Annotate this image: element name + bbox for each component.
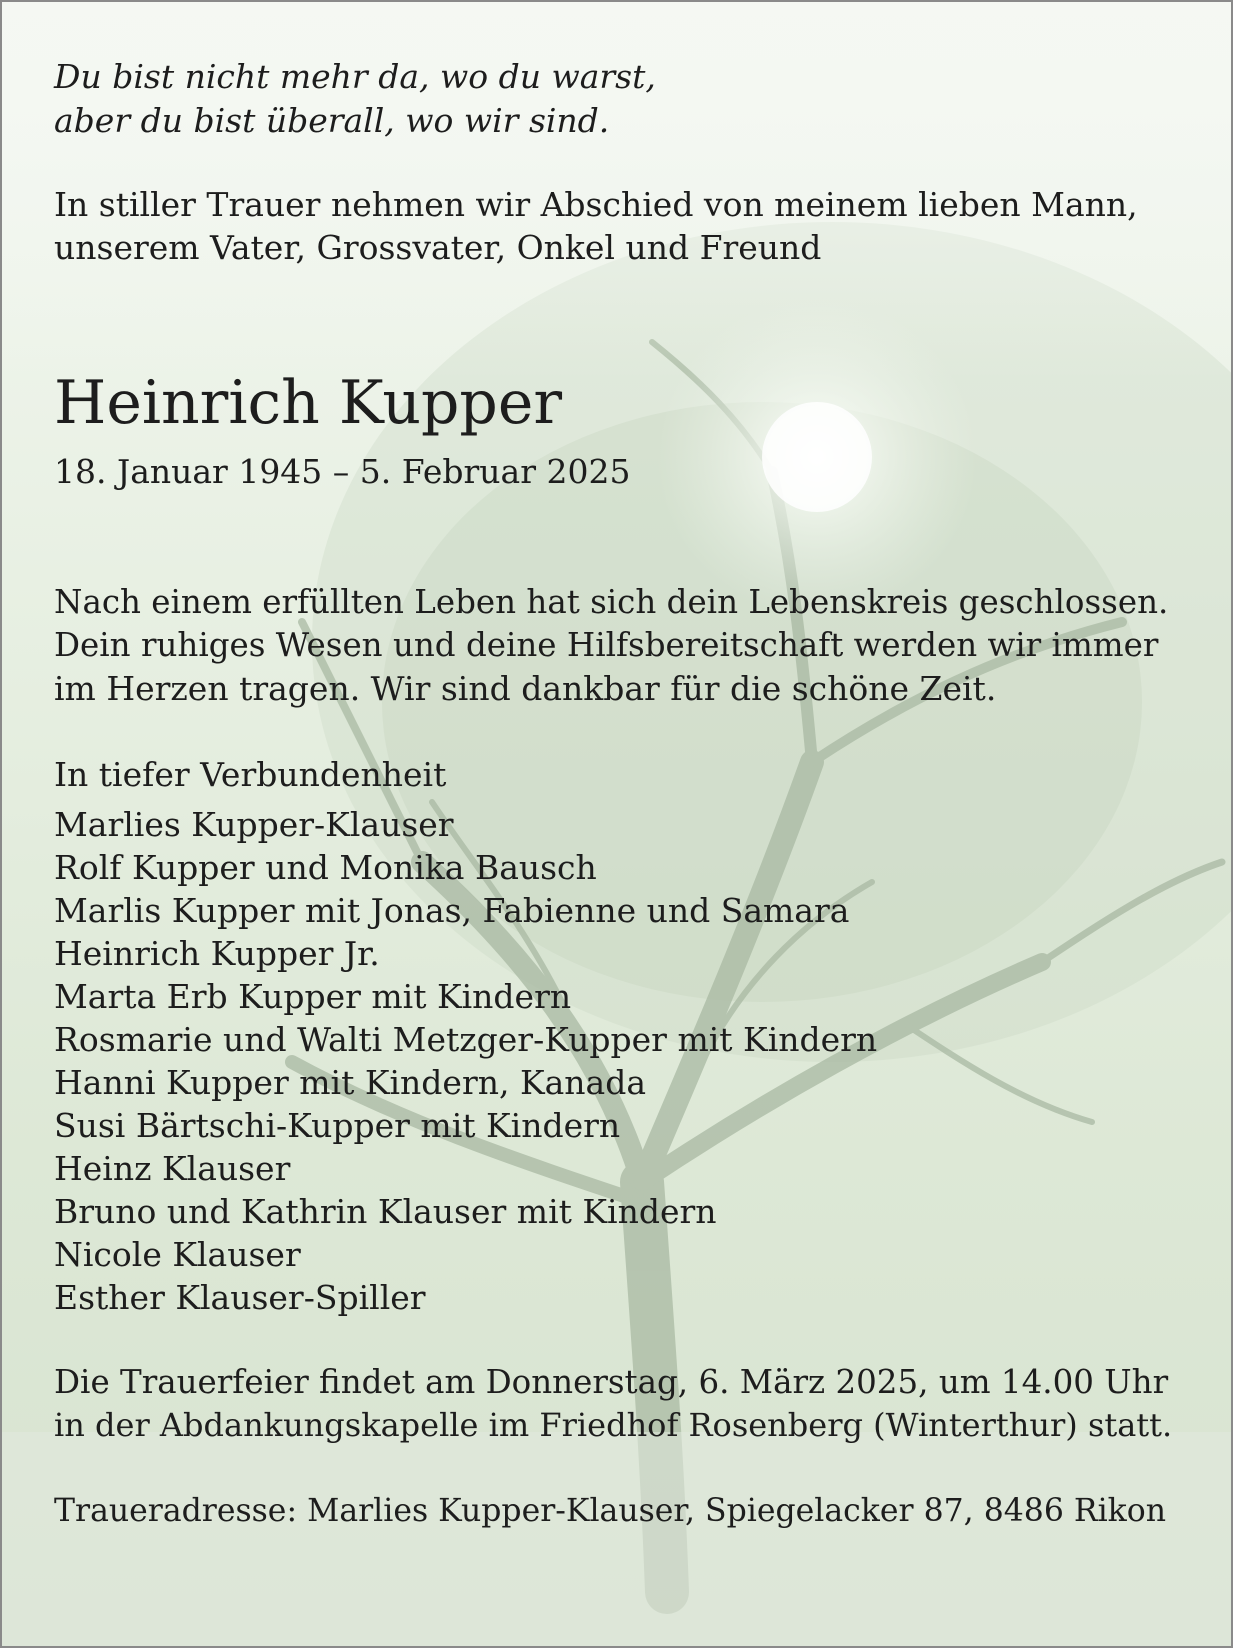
mourner-name: Heinz Klauser <box>54 1149 291 1188</box>
message-line: Dein ruhiges Wesen und deine Hilfsbereitschaft werden wir immer <box>54 626 1159 664</box>
motto-line: aber du bist überall, wo wir sind. <box>54 101 610 140</box>
mourner-name: Rosmarie und Walti Metzger-Kupper mit Kindern <box>54 1020 878 1059</box>
motto-line: Du bist nicht mehr da, wo du warst, <box>54 57 656 96</box>
mourner-name: Marlies Kupper-Klauser <box>54 805 454 844</box>
ceremony-line: in der Abdankungskapelle im Friedhof Rosenberg (Winterthur) statt. <box>54 1406 1173 1444</box>
mourner-name: Bruno und Kathrin Klauser mit Kindern <box>54 1192 717 1231</box>
mourning-address: Traueradresse: Marlies Kupper-Klauser, Spiegelacker 87, 8486 Rikon <box>54 1493 1167 1529</box>
ceremony-line: Die Trauerfeier findet am Donnerstag, 6. März 2025, um 14.00 Uhr <box>54 1363 1169 1401</box>
mourner-name: Heinrich Kupper Jr. <box>54 934 380 973</box>
mourner-name: Rolf Kupper und Monika Bausch <box>54 848 597 887</box>
intro-line: In stiller Trauer nehmen wir Abschied von meinem lieben Mann, <box>54 185 1138 224</box>
mourner-name: Marlis Kupper mit Jonas, Fabienne und Samara <box>54 891 850 930</box>
mourner-name: Esther Klauser-Spiller <box>54 1278 426 1317</box>
mourner-name: Susi Bärtschi-Kupper mit Kindern <box>54 1106 621 1145</box>
message-line: Nach einem erfüllten Leben hat sich dein Lebenskreis geschlossen. <box>54 583 1169 621</box>
closing-phrase: In tiefer Verbundenheit <box>54 755 447 794</box>
mourner-name: Hanni Kupper mit Kindern, Kanada <box>54 1063 647 1102</box>
deceased-name: Heinrich Kupper <box>54 368 563 438</box>
intro-line: unserem Vater, Grossvater, Onkel und Freund <box>54 228 822 267</box>
message-line: im Herzen tragen. Wir sind dankbar für die schöne Zeit. <box>54 669 997 708</box>
life-dates: 18. Januar 1945 – 5. Februar 2025 <box>54 452 631 491</box>
mourner-name: Marta Erb Kupper mit Kindern <box>54 977 572 1016</box>
mourner-name: Nicole Klauser <box>54 1235 301 1274</box>
